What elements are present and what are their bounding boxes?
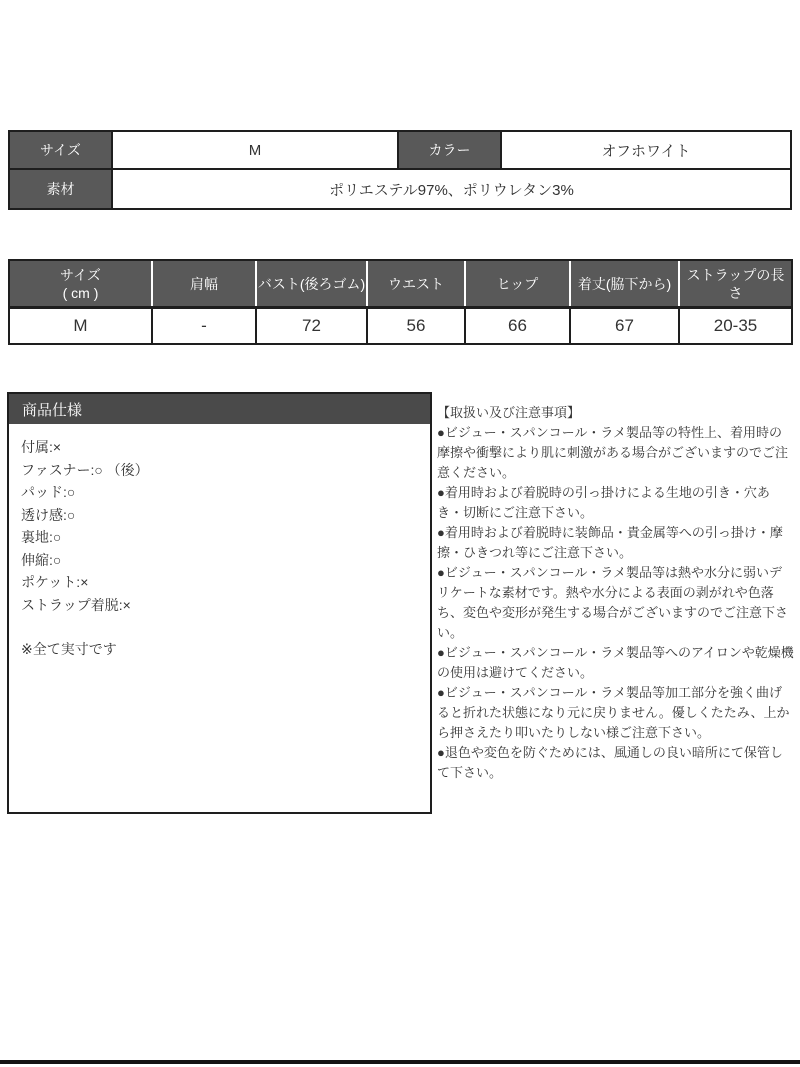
size-header-cell: サイズ xyxy=(10,132,113,168)
precaution-item: ●ビジュー・スパンコール・ラメ製品等へのアイロンや乾燥機の使用は避けてください。 xyxy=(437,645,794,680)
length-value-cell: 67 xyxy=(571,309,680,343)
length-header-cell: 着丈(脇下から) xyxy=(571,261,680,306)
color-value-cell: オフホワイト xyxy=(502,132,790,168)
size-cm-header-cell xyxy=(10,261,153,306)
spec-note: ※全て実寸です xyxy=(21,641,117,657)
hip-header-cell: ヒップ xyxy=(466,261,571,306)
spec-item-pocket: ポケット:× xyxy=(21,574,89,590)
strap-length-header-cell: ストラップの長さ xyxy=(680,261,791,306)
table-row xyxy=(10,132,790,170)
size-color-material-table xyxy=(8,130,792,210)
precautions-section xyxy=(437,403,794,783)
measurements-data-row xyxy=(10,309,791,343)
spec-item-fastener: ファスナー:○ （後） xyxy=(21,461,149,478)
bust-header-cell: バスト(後ろゴム) xyxy=(257,261,368,306)
bottom-divider xyxy=(0,1060,800,1064)
product-spec-title: 商品仕様 xyxy=(9,394,430,424)
measurements-header-row xyxy=(10,261,791,309)
waist-header-cell: ウエスト xyxy=(368,261,466,306)
color-header-cell: カラー xyxy=(399,132,502,168)
strap-length-value-cell: 20-35 xyxy=(680,309,791,343)
bust-value-cell: 72 xyxy=(257,309,368,343)
spec-item-sheerness: 透け感:○ xyxy=(21,506,76,523)
precaution-item: ●ビジュー・スパンコール・ラメ製品等は熱や水分に弱いデリケートな素材です。熱や水分による表面の剥がれや色落ち、変色や変形が発生する場合がございますのでご注意下さい。 xyxy=(437,565,789,640)
product-spec-list xyxy=(9,424,430,661)
shoulder-width-header-cell: 肩幅 xyxy=(153,261,257,306)
spec-item-lining: 裏地:○ xyxy=(21,529,62,545)
precaution-item: ●退色や変色を防ぐためには、風通しの良い暗所にて保管して下さい。 xyxy=(437,745,783,780)
size-value-cell: M xyxy=(10,309,153,343)
product-spec-box xyxy=(7,392,432,814)
spec-item-strap: ストラップ着脱:× xyxy=(21,596,131,613)
spec-item-stretch: 伸縮:○ xyxy=(21,551,62,568)
precaution-item: ●着用時および着脱時に装飾品・貴金属等への引っ掛け・摩擦・ひきつれ等にご注意下さい。 xyxy=(437,525,783,560)
material-value-cell: ポリエステル97%、ポリウレタン3% xyxy=(113,170,790,208)
spec-item-pad: パッド:○ xyxy=(21,484,76,500)
hip-value-cell: 66 xyxy=(466,309,571,343)
size-cm-header-line2: ( cm ) xyxy=(62,284,99,301)
precaution-item: ●着用時および着脱時の引っ掛けによる生地の引き・穴あき・切断にご注意下さい。 xyxy=(437,485,770,520)
precaution-item: ●ビジュー・スパンコール・ラメ製品等の特性上、着用時の摩擦や衝撃により肌に刺激がある場合がございますのでご注意ください。 xyxy=(437,425,789,480)
precaution-item: ●ビジュー・スパンコール・ラメ製品等加工部分を強く曲げると折れた状態になり元に戻りません。優しくたたみ、上から押さえたり叩いたりしない様ご注意下さい。 xyxy=(437,685,790,740)
precautions-title: 【取扱い及び注意事項】 xyxy=(437,405,581,420)
size-value-cell: M xyxy=(113,132,399,168)
measurements-table xyxy=(8,259,793,345)
waist-value-cell: 56 xyxy=(368,309,466,343)
spec-item-accessory: 付属:× xyxy=(21,439,62,455)
table-row xyxy=(10,170,790,208)
size-cm-header-line1: サイズ xyxy=(60,266,101,283)
material-header-cell: 素材 xyxy=(10,170,113,208)
shoulder-width-value-cell: - xyxy=(153,309,257,343)
